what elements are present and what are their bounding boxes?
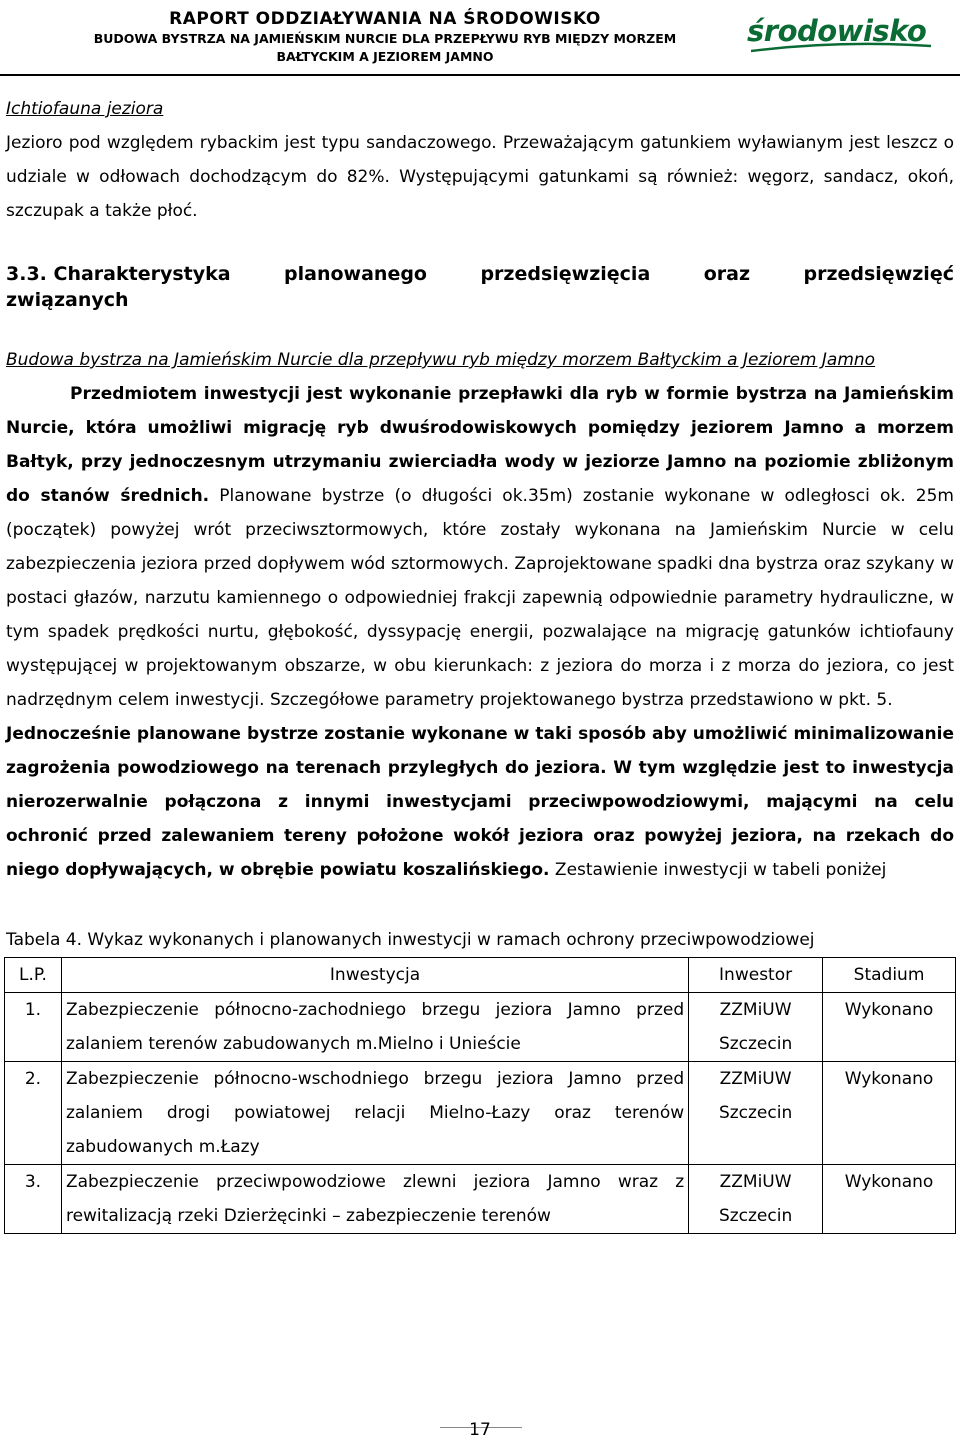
investments-table [4, 957, 956, 1234]
ichtiofauna-paragraph: Jezioro pod względem rybackim jest typu sandaczowego. Przeważającym gatunkiem wyławianym jest leszcz o udziale w odłowach dochodzącym do 82%. Występującymi gatunkami są również: węgorz, sandacz, okoń, szczupak a także płoć. [6, 133, 954, 221]
table-caption: Tabela 4. Wykaz wykonanych i planowanych inwestycji w ramach ochrony przeciwpowodziowej [6, 930, 815, 950]
flood-protection-bold: Jednocześnie planowane bystrze zostanie wykonane w taki sposób aby umożliwić minimalizowanie zagrożenia powodziowego na terenach przyległych do jeziora. W tym względzie jest to inwestycja nierozerwalnie połączona z innymi inwestycjami przeciwpowodziowymi, mającymi na celu ochronić przed zalewaniem tereny położone wokół jeziora oraz powyżej jeziora, na rzekach do niego dopływających, w obrębie powiatu koszalińskiego. [6, 724, 954, 880]
chapter-word: planowanego [284, 263, 427, 285]
srodowisko-logo [745, 16, 940, 56]
page-header [0, 0, 960, 76]
section-heading-ichtiofauna: Ichtiofauna jeziora [6, 99, 164, 119]
table-header-row [5, 958, 956, 993]
cell-stadium: Wykonano [823, 993, 956, 1062]
chapter-number-and-word: 3.3. Charakterystyka [6, 263, 231, 285]
table-row [5, 1165, 956, 1234]
cell-inwestor: ZZMiUW Szczecin [689, 1165, 823, 1234]
project-description-normal: Planowane bystrze (o długości ok.35m) zostanie wykonane w odległosci ok. 25m (początek) powyżej wrót przeciwsztormowych, które zostały wykonana na Jamieńskim Nurcie w celu zabezpieczenia jeziora przed dopływem wód sztormowych. Zaprojektowane spadki dna bystrza oraz szykany w postaci głazów, narzutu kamiennego o odpowiedniej frakcji zapewnią odpowiednie parametry hydrauliczne, w tym spadek prędkości nurtu, głębokość, dyssypację energii, pozwalające na migrację gatunków ichtiofauny występującej w projektowanym obszarze, w obu kierunkach: z jeziora do morza i z morza do jeziora, co jest nadrzędnym celem inwestycji. Szczegółowe parametry projektowanego bystrza przedstawiono w pkt. 5. [6, 486, 954, 710]
chapter-word: przedsięwzięcia [480, 263, 651, 285]
report-subtitle-line1: BUDOWA BYSTRZA NA JAMIEŃSKIM NURCIE DLA PRZEPŁYWU RYB MIĘDZY MORZEM [93, 31, 677, 46]
header-inwestycja: Inwestycja [61, 958, 688, 993]
flood-protection-normal: Zestawienie inwestycji w tabeli poniżej [549, 860, 887, 880]
header-inwestor: Inwestor [689, 958, 823, 993]
logo-text: środowisko [747, 14, 927, 48]
project-description-paragraph [6, 377, 954, 717]
report-header-text [60, 8, 710, 66]
cell-inwestycja: Zabezpieczenie północno-zachodniego brzegu jeziora Jamno przed zalaniem terenów zabudowanych m.Mielno i Unieście [61, 993, 688, 1062]
header-lp: L.P. [5, 958, 62, 993]
cell-inwestor: ZZMiUW Szczecin [689, 1062, 823, 1165]
cell-lp: 1. [5, 993, 62, 1062]
header-stadium: Stadium [823, 958, 956, 993]
project-title: Budowa bystrza na Jamieńskim Nurcie dla przepływu ryb między morzem Bałtyckim a Jeziorem Jamno [6, 350, 876, 370]
cell-lp: 2. [5, 1062, 62, 1165]
cell-inwestor: ZZMiUW Szczecin [689, 993, 823, 1062]
cell-lp: 3. [5, 1165, 62, 1234]
table-row [5, 1062, 956, 1165]
table-row [5, 993, 956, 1062]
cell-inwestycja: Zabezpieczenie przeciwpowodziowe zlewni jeziora Jamno wraz z rewitalizacją rzeki Dzierżęcinki – zabezpieczenie terenów [61, 1165, 688, 1234]
report-subtitle-line2: BAŁTYCKIM A JEZIOREM JAMNO [276, 49, 494, 64]
page-number: 17 [469, 1420, 491, 1440]
chapter-word: oraz [703, 263, 751, 285]
chapter-word: przedsięwzięć [803, 263, 954, 285]
cell-inwestycja: Zabezpieczenie północno-wschodniego brzegu jeziora Jamno przed zalaniem drogi powiatowej relacji Mielno-Łazy oraz terenów zabudowanych m.Łazy [61, 1062, 688, 1165]
cell-stadium: Wykonano [823, 1062, 956, 1165]
logo-arc-icon [745, 42, 935, 54]
cell-stadium: Wykonano [823, 1165, 956, 1234]
document-body [6, 92, 954, 1234]
flood-protection-paragraph [6, 717, 954, 887]
chapter-heading-line2: związanych [6, 289, 129, 311]
report-title: RAPORT ODDZIAŁYWANIA NA ŚRODOWISKO [169, 9, 601, 29]
chapter-heading [6, 261, 954, 313]
project-description-bold: Przedmiotem inwestycji jest wykonanie przepławki dla ryb w formie bystrza na Jamieńskim Nurcie, która umożliwi migrację ryb dwuśrodowiskowych pomiędzy jeziorem Jamno a morzem Bałtyk, przy jednoczesnym utrzymaniu zwierciadła wody w jeziorze Jamno na poziomie zbliżonym do stanów średnich. [6, 384, 954, 506]
